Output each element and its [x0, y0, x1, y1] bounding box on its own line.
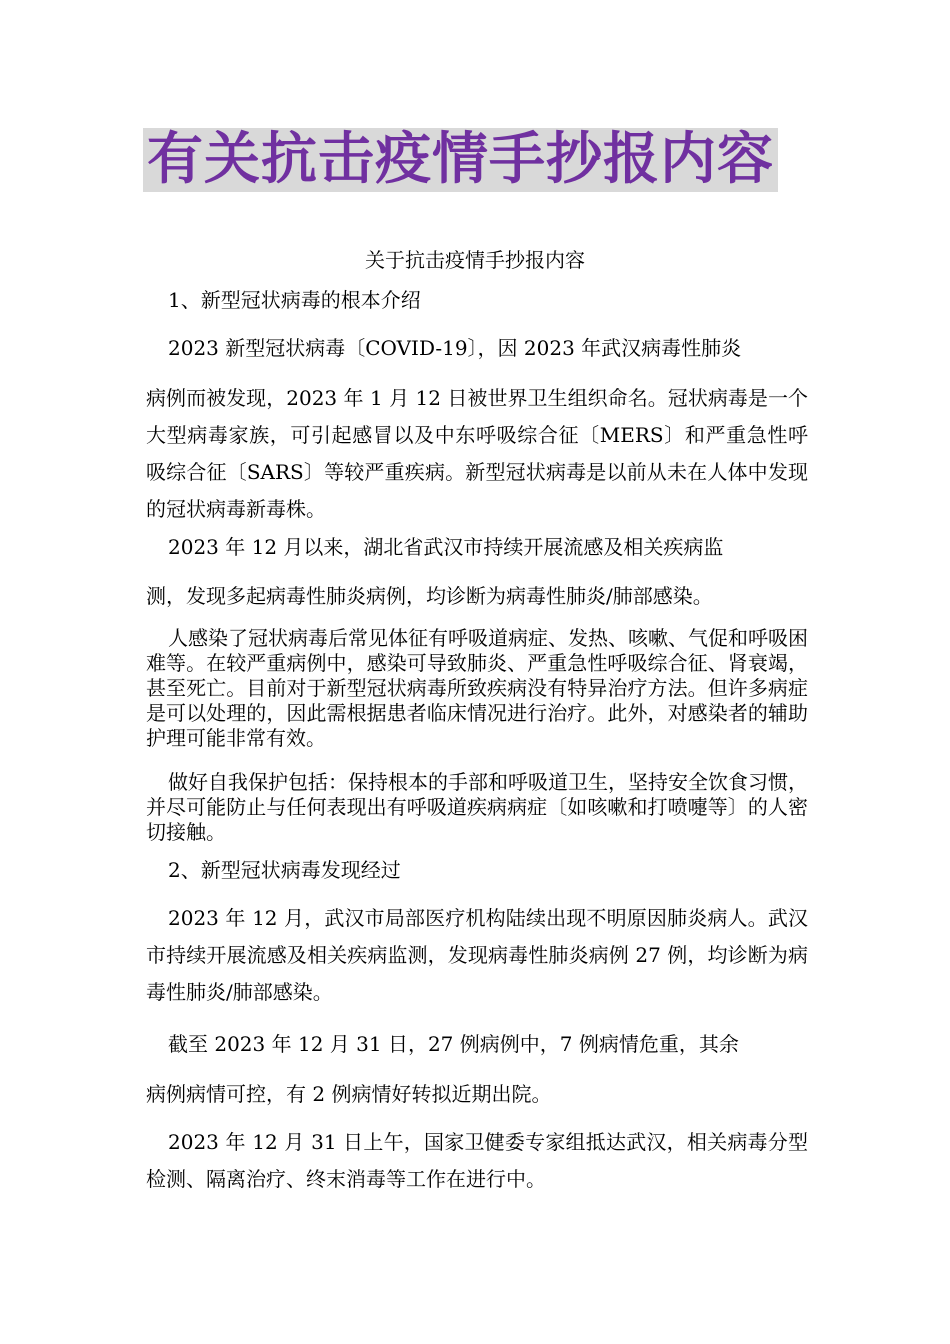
paragraph-1-body: 病例而被发现，2023 年 1 月 12 日被世界卫生组织命名。冠状病毒是一个大型病毒家族，可引起感冒以及中东呼吸综合征〔MERS〕和严重急性呼吸综合征〔SARS〕等较严重疾病。新型冠状病毒是以前从未在人体中发现的冠状病毒新毒株。: [146, 386, 808, 521]
page-title: 有关抗击疫情手抄报内容: [147, 127, 774, 192]
paragraph-6-line-1: 截至 2023 年 12 月 31 日，27 例病例中，7 例病情危重，其余: [168, 1032, 739, 1056]
paragraph-2-line-2: 测，发现多起病毒性肺炎病例，均诊断为病毒性肺炎/肺部感染。: [146, 584, 713, 608]
paragraph-5: 2023 年 12 月，武汉市局部医疗机构陆续出现不明原因肺炎病人。武汉市持续开展流感及相关疾病监测，发现病毒性肺炎病例 27 例，均诊断为病毒性肺炎/肺部感染。: [146, 906, 808, 1004]
section-1-heading: 1、新型冠状病毒的根本介绍: [168, 288, 421, 312]
paragraph-6-line-2: 病例病情可控，有 2 例病情好转拟近期出院。: [146, 1082, 552, 1106]
paragraph-3: 人感染了冠状病毒后常见体征有呼吸道病症、发热、咳嗽、气促和呼吸困难等。在较严重病例中，感染可导致肺炎、严重急性呼吸综合征、肾衰竭，甚至死亡。目前对于新型冠状病毒所致疾病没有特异治疗方法。但许多病症是可以处理的，因此需根据患者临床情况进行治疗。此外，对感染者的辅助护理可能非常有效。: [146, 626, 808, 750]
subtitle: 关于抗击疫情手抄报内容: [365, 248, 585, 272]
paragraph-7: 2023 年 12 月 31 日上午，国家卫健委专家组抵达武汉，相关病毒分型检测、隔离治疗、终末消毒等工作在进行中。: [146, 1130, 808, 1191]
paragraph-4: 做好自我保护包括：保持根本的手部和呼吸道卫生，坚持安全饮食习惯，并尽可能防止与任何表现出有呼吸道疾病病症〔如咳嗽和打喷嚏等〕的人密切接触。: [146, 770, 808, 844]
section-2-heading: 2、新型冠状病毒发现经过: [168, 858, 401, 882]
title-highlight: [143, 128, 778, 192]
paragraph-1-line-1: 2023 新型冠状病毒〔COVID-19〕，因 2023 年武汉病毒性肺炎: [168, 336, 742, 360]
paragraph-2-line-1: 2023 年 12 月以来，湖北省武汉市持续开展流感及相关疾病监: [168, 535, 724, 559]
